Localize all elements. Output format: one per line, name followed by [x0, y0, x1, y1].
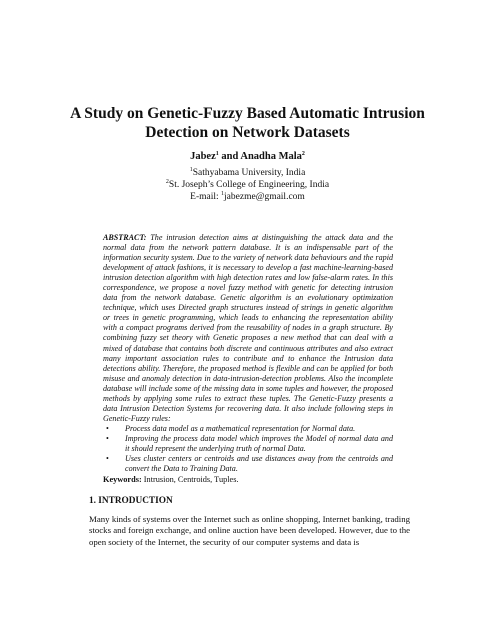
bullet-dot: • — [106, 454, 109, 464]
affiliation-1 — [40, 167, 455, 179]
keywords-line — [103, 475, 393, 485]
abstract-paragraph — [103, 233, 393, 424]
author-superscript-2: 2 — [301, 151, 305, 157]
author-name-2: Anadha Mala — [240, 151, 302, 162]
author-connector: and — [218, 151, 241, 162]
bullet-text: Process data model as a mathematical representation for Normal data. — [125, 423, 356, 433]
affiliation-text: St. Joseph’s College of Engineering, India — [168, 180, 330, 190]
bullet-dot: • — [106, 423, 109, 433]
email-line — [40, 191, 455, 203]
email-address[interactable]: jabezme@gmail.com — [224, 192, 305, 202]
section-heading-introduction: 1. INTRODUCTION — [89, 496, 173, 506]
abstract-block — [103, 233, 393, 474]
bullet-text: Improving the process data model which improves the Model of normal data and it should represent the underlying truth of normal Data. — [125, 433, 393, 453]
email-prefix: E-mail: — [190, 192, 222, 202]
author-line — [40, 150, 455, 163]
affiliation-2 — [40, 179, 455, 191]
affiliation-superscript: 1 — [189, 167, 193, 173]
affiliations — [40, 167, 455, 203]
abstract-label: ABSTRACT: — [103, 233, 147, 242]
bullet-item — [103, 434, 393, 454]
paper-title: A Study on Genetic-Fuzzy Based Automatic Intrusion Detection on Network Datasets — [70, 105, 425, 141]
keywords-text: Intrusion, Centroids, Tuples. — [141, 475, 239, 484]
introduction-paragraph: Many kinds of systems over the Internet such as online shopping, Internet banking, trading stocks and foreign exchange, and online auction have been developed. However, due to the open society of the Internet, the security of our computer systems and data is — [89, 514, 410, 547]
bullet-dot: • — [106, 433, 109, 443]
keywords-label: Keywords: — [103, 475, 142, 484]
affiliation-superscript: 2 — [165, 179, 169, 185]
affiliation-text: Sathyabama University, India — [192, 168, 306, 178]
abstract-text: The intrusion detection aims at distinguishing the attack data and the normal data from the network pattern database. It is an indispensable part of the information security system. Due to the variety of network data behaviours and the rapid development of attack fashions, it is necessary to develop a fast machine-learning-based intrusion detection algorithm with high detection rates and low false-alarm rates. In this correspondence, we propose a novel fuzzy method with genetic for detecting intrusion data from the network database. Genetic algorithm is an evolutionary optimization technique, which uses Directed graph structures instead of strings in genetic algorithm or trees in genetic programming, which leads to enhancing the representation ability with a compact programs derived from the reusability of nodes in a graph structure. By combining fuzzy set theory with Genetic proposes a new method that can deal with a mixed of database that contains both discrete and continuous attributes and also extract many important association rules to contribute and to enhance the Intrusion data detections ability. Therefore, the proposed method is flexible and can be applied for both misuse and anomaly detection in data-intrusion-detection problems. Also the incomplete database will include some of the missing data in some tuples and however, the proposed methods by applying some rules to extract these tuples. The Genetic-Fuzzy presents a data Intrusion Detection Systems for recovering data. It also include following steps in Genetic-Fuzzy rules: — [103, 233, 393, 423]
email-superscript: 1 — [221, 191, 225, 197]
author-superscript-1: 1 — [215, 151, 219, 157]
bullet-item — [103, 454, 393, 474]
bullet-item — [103, 424, 393, 434]
bullet-text: Uses cluster centers or centroids and use distances away from the centroids and convert the Data to Training Data. — [125, 454, 393, 474]
author-name-1: Jabez — [190, 151, 216, 162]
abstract-bullet-list — [103, 424, 393, 474]
